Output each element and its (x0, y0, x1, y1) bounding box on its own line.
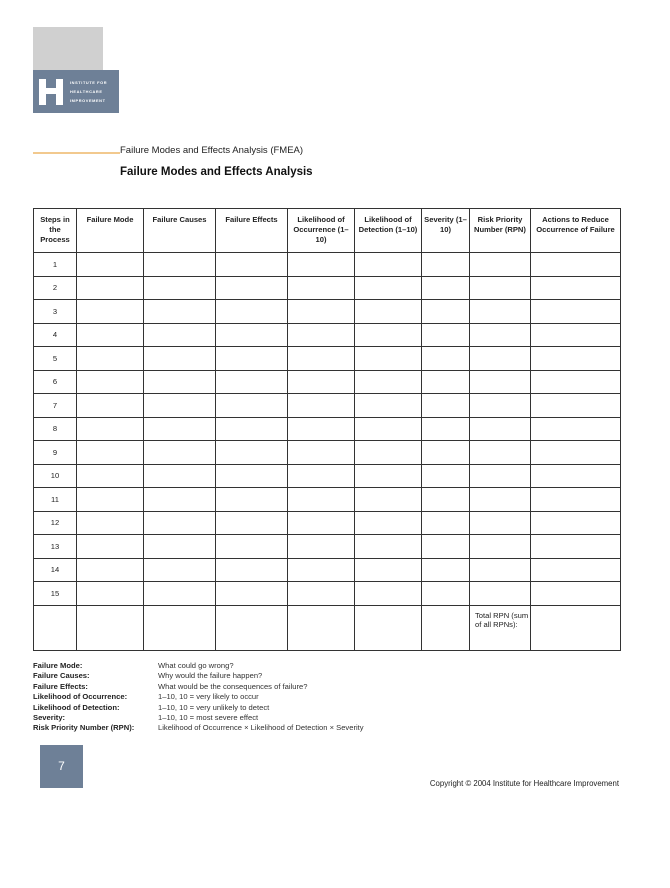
table-cell (470, 464, 531, 488)
table-cell (288, 464, 355, 488)
page-number: 7 (40, 745, 83, 788)
step-number: 3 (34, 300, 77, 324)
legend-definition: Likelihood of Occurrence × Likelihood of Detection × Severity (158, 723, 364, 733)
table-cell (144, 394, 216, 418)
table-cell (216, 511, 288, 535)
table-cell (288, 488, 355, 512)
table-cell (422, 441, 470, 465)
legend-row (33, 661, 364, 671)
table-cell (144, 464, 216, 488)
table-cell (422, 582, 470, 606)
table-cell (144, 511, 216, 535)
step-number: 9 (34, 441, 77, 465)
table-cell (470, 347, 531, 371)
table-cell (422, 370, 470, 394)
column-header: Failure Effects (216, 209, 288, 253)
document-subtitle: Failure Modes and Effects Analysis (FMEA) (120, 145, 304, 156)
table-cell (531, 394, 621, 418)
legend-row (33, 713, 364, 723)
table-cell (422, 276, 470, 300)
legend-term: Failure Causes: (33, 671, 90, 681)
table-cell (531, 276, 621, 300)
logo-text (70, 78, 107, 105)
table-cell (288, 276, 355, 300)
table-cell (470, 323, 531, 347)
table-cell (216, 347, 288, 371)
table-row (34, 300, 621, 324)
table-cell (77, 441, 144, 465)
copyright: Copyright © 2004 Institute for Healthcare Improvement (429, 779, 619, 788)
table-cell (144, 488, 216, 512)
table-cell (422, 464, 470, 488)
legend-definition: 1–10, 10 = most severe effect (158, 713, 259, 723)
table-cell (77, 370, 144, 394)
table-cell (216, 370, 288, 394)
table-cell (470, 441, 531, 465)
ihi-logo (33, 70, 119, 113)
table-cell (531, 488, 621, 512)
legend-row (33, 703, 364, 713)
legend-definition: 1–10, 10 = very likely to occur (158, 692, 259, 702)
table-cell (422, 323, 470, 347)
table-cell (144, 347, 216, 371)
table-cell (355, 394, 422, 418)
table-row (34, 276, 621, 300)
table-row (34, 535, 621, 559)
table-cell (288, 417, 355, 441)
column-header: Steps in the Process (34, 209, 77, 253)
table-row (34, 323, 621, 347)
step-number: 15 (34, 582, 77, 606)
table-cell (531, 511, 621, 535)
table-row (34, 582, 621, 606)
legend-definition: 1–10, 10 = very unlikely to detect (158, 702, 270, 712)
table-cell (216, 276, 288, 300)
table-cell (531, 370, 621, 394)
table-cell (422, 558, 470, 582)
table-cell (531, 464, 621, 488)
table-cell (470, 417, 531, 441)
table-cell (77, 300, 144, 324)
column-header: Likelihood of Occurrence (1–10) (288, 209, 355, 253)
table-cell (288, 253, 355, 277)
legend-row (33, 682, 364, 692)
table-cell (422, 347, 470, 371)
table-cell (531, 253, 621, 277)
table-cell (470, 535, 531, 559)
table-cell (470, 276, 531, 300)
table-cell (470, 253, 531, 277)
table-cell (355, 488, 422, 512)
logo-light-block (33, 27, 103, 70)
table-cell (77, 511, 144, 535)
table-cell (470, 558, 531, 582)
table-cell (77, 488, 144, 512)
step-number: 10 (34, 464, 77, 488)
table-cell (288, 441, 355, 465)
legend-term: Likelihood of Detection: (33, 702, 120, 712)
table-cell (422, 488, 470, 512)
table-row (34, 464, 621, 488)
table-cell (144, 300, 216, 324)
table-row (34, 347, 621, 371)
total-row (34, 605, 621, 650)
table-cell (144, 370, 216, 394)
legend-row (33, 692, 364, 702)
table-cell (77, 276, 144, 300)
table-cell (144, 582, 216, 606)
table-cell (288, 323, 355, 347)
table-row (34, 511, 621, 535)
table-cell (422, 253, 470, 277)
table-cell (77, 582, 144, 606)
legend (33, 661, 364, 734)
table-cell (288, 347, 355, 371)
step-number: 12 (34, 511, 77, 535)
table-cell (355, 582, 422, 606)
table-cell (216, 464, 288, 488)
table-cell (422, 417, 470, 441)
step-number: 14 (34, 558, 77, 582)
legend-definition: Why would the failure happen? (158, 671, 263, 681)
table-cell (144, 417, 216, 441)
table-cell (470, 582, 531, 606)
column-header: Severity (1–10) (422, 209, 470, 253)
legend-term: Failure Effects: (33, 681, 88, 691)
table-cell (355, 300, 422, 324)
table-cell (144, 558, 216, 582)
table-row (34, 441, 621, 465)
table-cell (288, 511, 355, 535)
legend-term: Failure Mode: (33, 661, 83, 670)
table-cell (144, 253, 216, 277)
legend-term: Risk Priority Number (RPN): (33, 723, 135, 733)
header-rule (33, 152, 120, 154)
legend-term: Likelihood of Occurrence: (33, 692, 128, 702)
table-cell (216, 300, 288, 324)
table-cell (470, 488, 531, 512)
table-cell (531, 558, 621, 582)
table-cell (288, 300, 355, 324)
table-cell (355, 535, 422, 559)
table-cell (144, 323, 216, 347)
table-cell (216, 535, 288, 559)
legend-definition: What would be the consequences of failure? (158, 681, 308, 691)
table-cell (422, 394, 470, 418)
table-cell (144, 535, 216, 559)
legend-term: Severity: (33, 713, 66, 723)
fmea-table (33, 208, 621, 651)
table-cell (470, 370, 531, 394)
logo-line-1: INSTITUTE FOR (70, 80, 108, 85)
table-cell (288, 370, 355, 394)
table-cell (144, 441, 216, 465)
table-cell (470, 300, 531, 324)
table-cell (288, 558, 355, 582)
table-cell (355, 347, 422, 371)
table-cell (216, 417, 288, 441)
table-row (34, 558, 621, 582)
table-cell (216, 582, 288, 606)
step-number: 6 (34, 370, 77, 394)
ihi-h-icon (39, 79, 63, 105)
step-number: 5 (34, 347, 77, 371)
table-cell (77, 323, 144, 347)
table-cell (288, 394, 355, 418)
table-cell (531, 300, 621, 324)
table-cell (77, 347, 144, 371)
table-cell (355, 464, 422, 488)
table-cell (531, 535, 621, 559)
step-number: 13 (34, 535, 77, 559)
table-cell (355, 323, 422, 347)
table-cell (531, 417, 621, 441)
table-cell (77, 464, 144, 488)
logo-line-2: HEALTHCARE (70, 89, 103, 94)
table-cell (531, 441, 621, 465)
table-cell (355, 511, 422, 535)
table-cell (144, 276, 216, 300)
table-row (34, 253, 621, 277)
logo-line-3: IMPROVEMENT (70, 98, 106, 103)
total-rpn-label: Total RPN (sum of all RPNs): (475, 610, 529, 629)
step-number: 7 (34, 394, 77, 418)
column-header: Risk Priority Number (RPN) (470, 209, 531, 253)
table-cell (355, 558, 422, 582)
table-cell (216, 488, 288, 512)
table-cell (216, 323, 288, 347)
table-cell (77, 558, 144, 582)
table-cell (77, 417, 144, 441)
column-header: Actions to Reduce Occurrence of Failure (531, 209, 621, 253)
table-cell (77, 253, 144, 277)
step-number: 1 (34, 253, 77, 277)
legend-definition: What could go wrong? (158, 661, 234, 670)
table-cell (355, 417, 422, 441)
table-cell (216, 394, 288, 418)
table-cell (355, 441, 422, 465)
table-cell (470, 511, 531, 535)
step-number: 11 (34, 488, 77, 512)
table-row (34, 488, 621, 512)
column-header: Failure Mode (77, 209, 144, 253)
table-header-row (34, 209, 621, 253)
step-number: 2 (34, 276, 77, 300)
table-cell (422, 511, 470, 535)
table-cell (216, 253, 288, 277)
table-cell (77, 535, 144, 559)
table-row (34, 417, 621, 441)
total-rpn-cell (470, 605, 531, 650)
table-cell (422, 535, 470, 559)
table-cell (288, 535, 355, 559)
table-row (34, 394, 621, 418)
table-cell (216, 558, 288, 582)
table-cell (531, 323, 621, 347)
step-number: 4 (34, 323, 77, 347)
document-title: Failure Modes and Effects Analysis (120, 166, 313, 178)
legend-row (33, 671, 364, 681)
table-cell (216, 441, 288, 465)
table-cell (355, 253, 422, 277)
column-header: Likelihood of Detection (1–10) (355, 209, 422, 253)
table-cell (531, 347, 621, 371)
table-row (34, 370, 621, 394)
step-number: 8 (34, 417, 77, 441)
table-cell (531, 582, 621, 606)
table-cell (470, 394, 531, 418)
table-cell (422, 300, 470, 324)
table-cell (355, 276, 422, 300)
legend-row (33, 723, 364, 733)
table-cell (77, 394, 144, 418)
table-cell (288, 582, 355, 606)
column-header: Failure Causes (144, 209, 216, 253)
table-cell (355, 370, 422, 394)
